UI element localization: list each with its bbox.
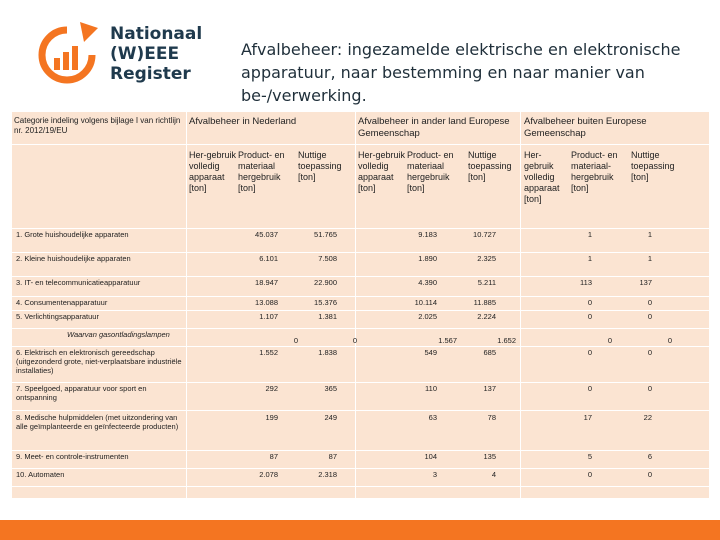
table-cell-value: 110 xyxy=(425,384,437,393)
table-cell-value: 17 xyxy=(583,413,592,422)
table-cell-value: 199 xyxy=(265,413,278,422)
table-cell-value: 7.508 xyxy=(318,254,337,263)
table-cell-value: 292 xyxy=(265,384,278,393)
table-cell-value: 549 xyxy=(424,348,437,357)
row-label: 4. Consumentenapparatuur xyxy=(16,298,108,307)
table-cell-value: 2.078 xyxy=(259,470,278,479)
table-cell-value: 4 xyxy=(491,470,496,479)
table-cell-value: 6 xyxy=(647,452,652,461)
row-label-subcategory: Waarvan gasontladingslampen xyxy=(67,330,170,339)
table-cell-value: 2.318 xyxy=(318,470,337,479)
table-cell-value: 0 xyxy=(587,312,592,321)
table-cell-value: 0 xyxy=(647,312,652,321)
table-cell-value: 22.900 xyxy=(314,278,337,287)
table-cell-value: 0 xyxy=(587,348,592,357)
row-label: 1. Grote huishoudelijke apparaten xyxy=(16,230,129,239)
table-cell-value: 63 xyxy=(428,413,437,422)
table-cell-value: 0 xyxy=(647,384,652,393)
logo-line-3: Register xyxy=(110,64,191,84)
table-cell-value: 249 xyxy=(324,413,337,422)
table-cell-value: 1 xyxy=(587,230,592,239)
row-divider xyxy=(12,346,709,347)
table-cell-value: 365 xyxy=(324,384,337,393)
table-cell-value: 11.885 xyxy=(473,298,496,307)
corner-label: Categorie indeling volgens bijlage I van richtlijn nr. 2012/19/EU xyxy=(14,116,181,135)
table-cell-value: 10.114 xyxy=(414,298,437,307)
table-cell-value: 0 xyxy=(667,336,672,345)
table-cell-value: 2.325 xyxy=(477,254,496,263)
group-header-eu: Afvalbeheer in ander land Europese Gemeenschap xyxy=(358,116,510,139)
table-cell-value: 22 xyxy=(643,413,652,422)
row-divider xyxy=(12,382,709,383)
row-label: 8. Medische hulpmiddelen (met uitzondering van alle geïmplanteerde en geïnfecteerde producten) xyxy=(16,413,179,431)
table-cell-value: 1.838 xyxy=(318,348,337,357)
table-cell-value: 0 xyxy=(647,298,652,307)
column-divider xyxy=(186,112,187,498)
table-cell-value: 0 xyxy=(352,336,357,345)
table-cell-value: 3 xyxy=(432,470,437,479)
table-cell-value: 87 xyxy=(328,452,337,461)
row-divider xyxy=(12,228,709,229)
table-cell-value: 2.224 xyxy=(477,312,496,321)
logo-line-2: (W)EEE xyxy=(110,44,180,64)
table-cell-value: 0 xyxy=(587,298,592,307)
row-divider xyxy=(12,328,709,329)
table-cell-value: 15.376 xyxy=(314,298,337,307)
table-cell-value: 1.652 xyxy=(497,336,516,345)
table-cell-value: 135 xyxy=(483,452,496,461)
logo xyxy=(34,18,204,98)
table-cell-value: 0 xyxy=(647,470,652,479)
table-cell-value: 87 xyxy=(269,452,278,461)
table-cell-value: 9.183 xyxy=(418,230,437,239)
table-cell-value: 137 xyxy=(483,384,496,393)
table-cell-value: 137 xyxy=(639,278,652,287)
table-cell-value: 113 xyxy=(580,278,592,287)
sub-header: Her-gebruik volledig apparaat [ton] xyxy=(524,150,560,204)
sub-header: Nuttige toepassing [ton] xyxy=(631,150,675,182)
row-label: 10. Automaten xyxy=(16,470,65,479)
row-label: 7. Speelgoed, apparatuur voor sport en ontspanning xyxy=(16,384,147,402)
row-divider xyxy=(12,252,709,253)
table-cell-value: 6.101 xyxy=(259,254,278,263)
table-cell-value: 1.567 xyxy=(438,336,457,345)
table-cell-value: 13.088 xyxy=(255,298,278,307)
page-title: Afvalbeheer: ingezamelde elektrische en elektronische apparatuur, naar bestemming en naar manier van be-/verwerking. xyxy=(241,40,681,105)
sub-header: Product- en materiaal hergebruik [ton] xyxy=(238,150,285,193)
table-cell-value: 1 xyxy=(587,254,592,263)
table-cell-value: 685 xyxy=(483,348,496,357)
row-divider xyxy=(12,486,709,487)
row-label: 3. IT- en telecommunicatieapparatuur xyxy=(16,278,141,287)
table-cell-value: 18.947 xyxy=(255,278,278,287)
row-label: 2. Kleine huishoudelijke apparaten xyxy=(16,254,131,263)
sub-header: Product- en materiaal-hergebruik [ton] xyxy=(571,150,618,193)
table-cell-value: 2.025 xyxy=(418,312,437,321)
table-cell-value: 45.037 xyxy=(255,230,278,239)
row-label: 9. Meet- en controle-instrumenten xyxy=(16,452,129,461)
column-divider xyxy=(355,112,356,498)
table-cell-value: 104 xyxy=(424,452,437,461)
table-cell-value: 0 xyxy=(293,336,298,345)
table-cell-value: 1.890 xyxy=(418,254,437,263)
group-header-non-eu: Afvalbeheer buiten Europese Gemeenschap xyxy=(524,116,647,139)
table-cell-value: 0 xyxy=(607,336,612,345)
row-divider xyxy=(12,468,709,469)
table-cell-value: 5 xyxy=(587,452,592,461)
table-cell-value: 1 xyxy=(647,230,652,239)
table-cell-value: 0 xyxy=(587,384,592,393)
row-label: 5. Verlichtingsapparatuur xyxy=(16,312,99,321)
table-cell-value: 4.390 xyxy=(418,278,437,287)
table-cell-value: 10.727 xyxy=(473,230,496,239)
logo-line-1: Nationaal xyxy=(110,24,203,44)
recycle-arrow-bars-icon xyxy=(34,22,100,88)
table-cell-value: 1.381 xyxy=(318,312,337,321)
table-cell-value: 5.211 xyxy=(477,278,496,287)
row-divider xyxy=(12,296,709,297)
sub-header: Product- en materiaal hergebruik [ton] xyxy=(407,150,454,193)
table-cell-value: 0 xyxy=(647,348,652,357)
table-cell-value: 1.552 xyxy=(259,348,278,357)
row-divider xyxy=(12,276,709,277)
logo-wordmark xyxy=(110,24,202,84)
column-divider xyxy=(520,112,521,498)
row-divider xyxy=(12,144,709,145)
data-table xyxy=(12,112,709,498)
table-cell-value: 1 xyxy=(647,254,652,263)
row-divider xyxy=(12,450,709,451)
sub-header: Nuttige toepassing [ton] xyxy=(468,150,512,182)
row-label: 6. Elektrisch en elektronisch gereedschap (uitgezonderd grote, niet-verplaatsbare industriële installaties) xyxy=(16,348,182,375)
sub-header: Her-gebruik volledig apparaat [ton] xyxy=(358,150,406,193)
sub-header: Nuttige toepassing [ton] xyxy=(298,150,342,182)
table-cell-value: 78 xyxy=(487,413,496,422)
row-divider xyxy=(12,310,709,311)
table-cell-value: 51.765 xyxy=(314,230,337,239)
table-cell-value: 1.107 xyxy=(259,312,278,321)
footer-bar xyxy=(0,520,720,540)
group-header-nl: Afvalbeheer in Nederland xyxy=(189,116,297,127)
row-divider xyxy=(12,410,709,411)
table-cell-value: 0 xyxy=(587,470,592,479)
sub-header: Her-gebruik volledig apparaat [ton] xyxy=(189,150,237,193)
